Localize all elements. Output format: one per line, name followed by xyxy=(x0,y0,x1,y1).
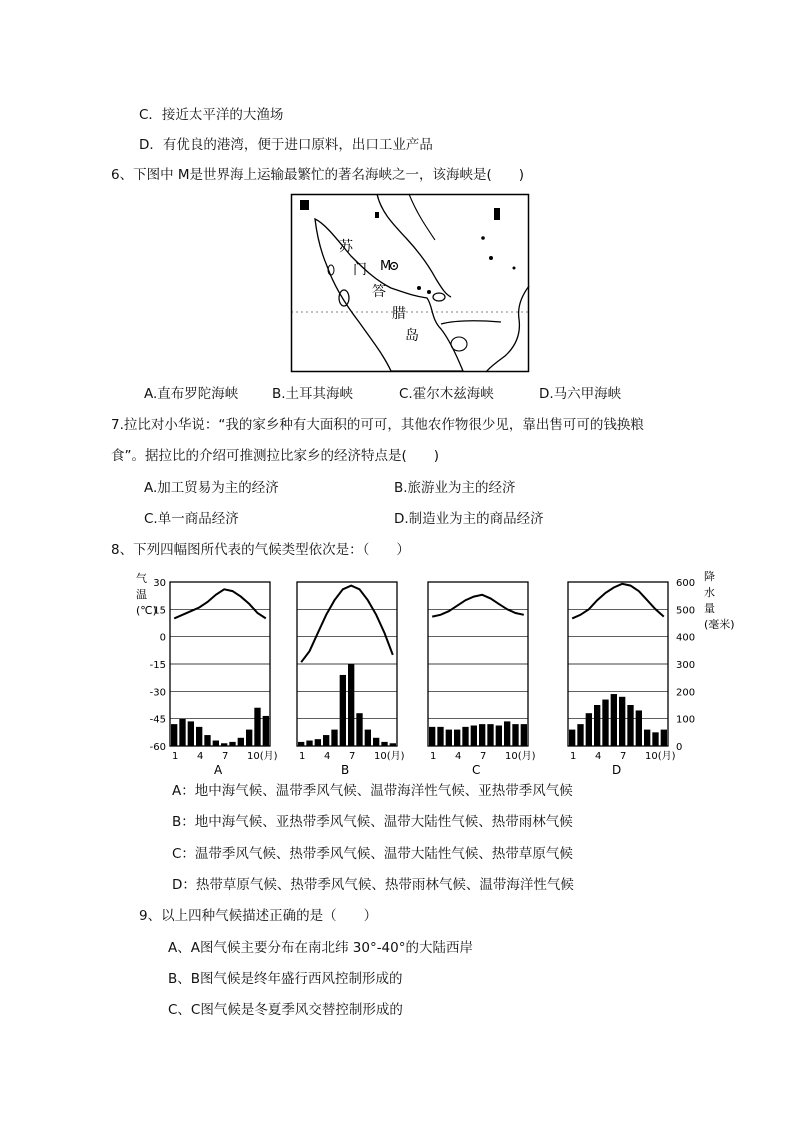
precip-bar xyxy=(381,742,387,746)
island xyxy=(300,200,309,210)
right-axis-tick: 300 xyxy=(676,660,696,671)
right-axis-label: 量 xyxy=(704,602,715,615)
precip-bar xyxy=(179,719,185,746)
island xyxy=(494,208,500,220)
strait-label-m: M xyxy=(380,259,392,274)
question-9: 9、以上四种气候描述正确的是（ ） xyxy=(139,908,378,924)
panel-label: B xyxy=(341,763,350,777)
question-7-line2: 食”。据拉比的介绍可推测拉比家乡的经济特点是( ) xyxy=(111,448,440,464)
month-tick: 4 xyxy=(324,751,331,762)
question-7-line1: 7.拉比对小华说：“我的家乡种有大面积的可可，其他农作物很少见，靠出售可可的钱换粮 xyxy=(111,417,644,433)
month-tick: 4 xyxy=(197,751,204,762)
precip-bar xyxy=(254,708,260,746)
precip-bar xyxy=(323,735,329,746)
q8-option-c: C：温带季风气候、热带季风气候、温带大陆性气候、热带草原气候 xyxy=(172,846,573,862)
island xyxy=(513,267,516,270)
q6-option-a: A.直布罗陀海峡 xyxy=(144,386,239,402)
q7-option-b: B.旅游业为主的经济 xyxy=(394,480,516,496)
map-label-su: 苏 xyxy=(339,239,353,255)
left-axis-label: (℃) xyxy=(136,604,157,617)
q8-option-b: B：地中海气候、亚热带季风气候、温带大陆性气候、热带雨林气候 xyxy=(172,814,573,830)
temperature-line xyxy=(572,584,664,619)
island xyxy=(489,256,493,260)
left-axis-tick: -45 xyxy=(149,714,166,726)
precip-bar xyxy=(504,721,510,746)
month-tick: 10(月) xyxy=(374,751,405,762)
precip-bar xyxy=(636,710,642,746)
precip-bar xyxy=(644,730,650,746)
month-tick: 7 xyxy=(349,751,356,762)
precip-bar xyxy=(204,735,210,746)
month-tick: 4 xyxy=(595,751,602,762)
precip-bar xyxy=(246,730,252,746)
island xyxy=(375,212,379,218)
precip-bar xyxy=(627,705,633,746)
q8-option-d: D：热带草原气候、热带季风气候、热带雨林气候、温带海洋性气候 xyxy=(172,877,574,893)
precip-bar xyxy=(462,727,468,746)
precip-bar xyxy=(315,739,321,746)
precip-bar xyxy=(487,724,493,746)
q9-option-c: C、C图气候是冬夏季风交替控制形成的 xyxy=(168,1002,403,1018)
right-axis-tick: 0 xyxy=(676,742,683,753)
precip-bar xyxy=(437,727,443,746)
map-label-men: 门 xyxy=(353,262,367,278)
temperature-line xyxy=(174,589,266,618)
q7-option-a: A.加工贸易为主的经济 xyxy=(144,480,279,496)
left-axis-tick: -30 xyxy=(149,687,166,699)
month-tick: 4 xyxy=(455,751,462,762)
temperature-line xyxy=(432,595,524,617)
map-label-la: 腊 xyxy=(392,306,406,322)
precip-bar xyxy=(602,700,608,746)
precip-bar xyxy=(471,726,477,747)
precip-bar xyxy=(390,743,396,746)
q6-option-c: C.霍尔木兹海峡 xyxy=(399,386,494,402)
precip-bar xyxy=(221,743,227,746)
precip-bar xyxy=(586,713,592,746)
month-tick: 1 xyxy=(570,751,577,762)
right-axis-label: (毫米) xyxy=(704,618,735,631)
precip-bar xyxy=(356,713,362,746)
left-axis-label: 气 xyxy=(136,572,147,585)
precip-bar xyxy=(331,730,337,746)
month-tick: 10(月) xyxy=(645,751,676,762)
precip-bar xyxy=(429,727,435,746)
month-tick: 10(月) xyxy=(505,751,536,762)
precip-bar xyxy=(365,730,371,746)
precip-bar xyxy=(619,697,625,746)
left-axis-label: 温 xyxy=(136,588,147,601)
left-axis-tick: -60 xyxy=(149,742,166,753)
island xyxy=(427,290,431,294)
right-axis-tick: 500 xyxy=(676,605,696,617)
precip-bar xyxy=(512,724,518,746)
island xyxy=(417,286,421,290)
right-axis-label: 降 xyxy=(704,570,715,583)
month-tick: 7 xyxy=(620,751,627,762)
precip-bar xyxy=(611,694,617,746)
precip-bar xyxy=(298,742,304,746)
month-tick: 7 xyxy=(222,751,229,762)
map-label-dao: 岛 xyxy=(405,328,419,344)
precip-bar xyxy=(340,675,346,746)
option-c-fishery: C．接近太平洋的大渔场 xyxy=(139,107,284,123)
q9-option-b: B、B图气候是终年盛行西风控制形成的 xyxy=(168,971,403,987)
right-axis-label: 水 xyxy=(704,586,715,599)
panel-label: D xyxy=(612,763,622,777)
question-8: 8、下列四幅图所代表的气候类型依次是：（ ） xyxy=(111,542,410,558)
right-axis-tick: 600 xyxy=(676,578,696,589)
month-tick: 1 xyxy=(172,751,179,762)
q7-option-d: D.制造业为主的商品经济 xyxy=(394,511,544,527)
strait-map xyxy=(291,194,529,372)
precip-bar xyxy=(229,742,235,746)
q9-option-a: A、A图气候主要分布在南北纬 30°-40°的大陆西岸 xyxy=(168,940,473,956)
precip-bar xyxy=(577,724,583,746)
precip-bar xyxy=(263,716,269,746)
month-tick: 7 xyxy=(480,751,487,762)
precip-bar xyxy=(496,726,502,747)
precip-bar xyxy=(348,664,354,746)
precip-bar xyxy=(213,741,219,746)
panel-label: C xyxy=(472,763,481,777)
precip-bar xyxy=(521,724,527,746)
precip-bar xyxy=(238,738,244,746)
precip-bar xyxy=(479,724,485,746)
right-axis-tick: 100 xyxy=(676,714,696,726)
panel-label: A xyxy=(214,763,223,777)
q7-option-c: C.单一商品经济 xyxy=(144,511,239,527)
climate-charts xyxy=(130,568,735,777)
precip-bar xyxy=(661,730,667,746)
temperature-line xyxy=(301,586,393,663)
question-6: 6、下图中 M是世界海上运输最繁忙的著名海峡之一，该海峡是( ) xyxy=(111,167,525,183)
month-tick: 1 xyxy=(299,751,306,762)
map-label-da: 答 xyxy=(372,284,386,300)
right-axis-tick: 400 xyxy=(676,632,696,644)
q8-option-a: A：地中海气候、温带季风气候、温带海洋性气候、亚热带季风气候 xyxy=(172,783,573,799)
q6-option-b: B.土耳其海峡 xyxy=(272,386,354,402)
month-tick: 1 xyxy=(430,751,437,762)
island xyxy=(481,236,485,240)
precip-bar xyxy=(373,738,379,746)
precip-bar xyxy=(188,721,194,746)
month-tick: 10(月) xyxy=(247,751,278,762)
option-d-harbor: D．有优良的港湾，便于进口原料，出口工业产品 xyxy=(139,137,433,153)
q6-option-d: D.马六甲海峡 xyxy=(539,386,622,402)
left-axis-tick: 0 xyxy=(159,632,166,644)
precip-bar xyxy=(569,730,575,746)
precip-bar xyxy=(196,727,202,746)
precip-bar xyxy=(446,730,452,746)
precip-bar xyxy=(652,732,658,746)
left-axis-tick: 15 xyxy=(153,605,166,617)
precip-bar xyxy=(594,705,600,746)
precip-bar xyxy=(454,730,460,746)
left-axis-tick: 30 xyxy=(153,578,166,589)
precip-bar xyxy=(171,724,177,746)
left-axis-tick: -15 xyxy=(149,660,166,671)
precip-bar xyxy=(306,741,312,746)
right-axis-tick: 200 xyxy=(676,687,696,699)
